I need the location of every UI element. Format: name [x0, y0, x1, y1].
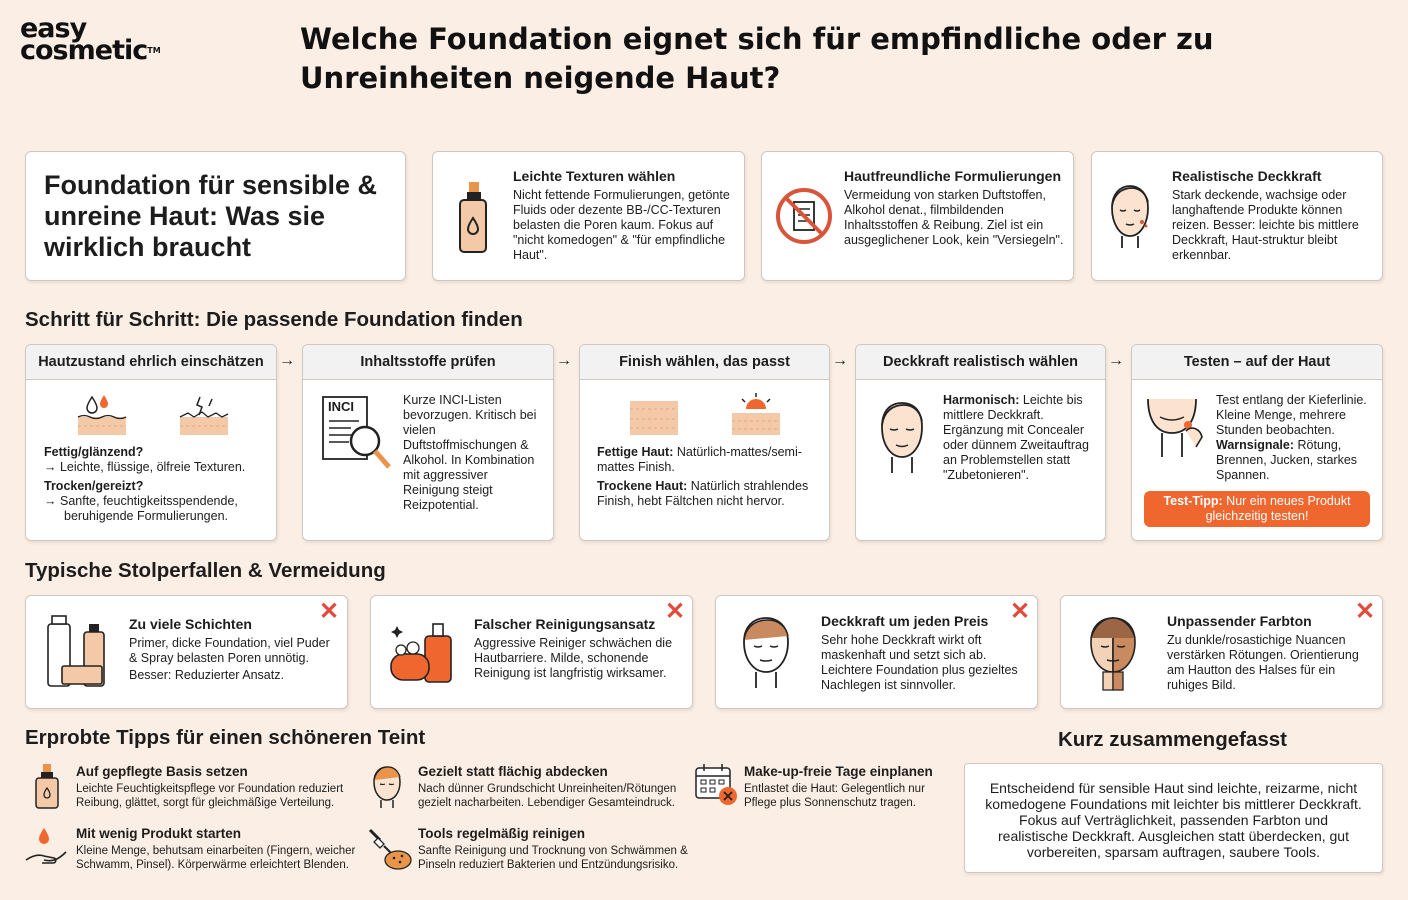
intro-card-formulations-text: Vermeidung von starken Duftstoffen, Alkohol denat., filmbildenden Inhaltsstoffen & Reibung. Ziel ist ein ausgeglichener Look, kein "Versiegeln".: [844, 188, 1064, 247]
intro-headline: Foundation für sensible & unreine Haut: Was sie wirklich braucht: [44, 170, 378, 262]
step-card-3: [579, 344, 830, 541]
step-arrow-1: →: [279, 352, 295, 369]
step-card-5: [1131, 344, 1383, 541]
hand-drop-icon: [24, 826, 70, 870]
steps-heading: Schritt für Schritt: Die passende Foundation finden: [25, 308, 523, 331]
page-title: Welche Foundation eignet sich für empfindliche oder zu Unreinheiten neigende Haut?: [300, 22, 1214, 95]
no-fragrance-icon: [774, 186, 834, 246]
step-arrow-3: →: [832, 352, 848, 369]
step-3-oily-text: Natürlich-mattes/semi-mattes Finish.: [597, 445, 802, 474]
pitfall-2-text: Aggressive Reiniger schwächen die Hautbarriere. Milde, schonende Reinigung ist langfristig wirksamer.: [474, 636, 673, 680]
step-3-dry-text: Natürlich strahlendes Finish, hebt Fältchen nicht hervor.: [597, 479, 809, 508]
step-card-1: [25, 344, 277, 541]
pitfall-card-4: [1060, 595, 1383, 709]
spot-conceal-face-icon: [370, 764, 404, 808]
pitfall-4-title: Unpassender Farbton: [1167, 613, 1312, 629]
oily-skin-icon: [76, 393, 128, 437]
pitfall-card-3: [715, 595, 1038, 709]
step-1-oily-text: Leichte, flüssige, ölfreie Texturen.: [59, 460, 246, 474]
step-5-warn-label: Warnsignale:: [1216, 438, 1295, 452]
calendar-icon: [694, 764, 738, 806]
brush-sponge-icon: [368, 826, 412, 870]
tip-2-text: Kleine Menge, behutsam einarbeiten (Fingern, weicher Schwamm, Pinsel). Körperwärme erleichtert Blenden.: [76, 845, 356, 871]
mask-face-icon: [738, 614, 796, 690]
glow-skin-icon: [730, 393, 782, 437]
tip-4-title: Tools regelmäßig reinigen: [418, 826, 586, 841]
step-2-text: Kurze INCI-Listen bevorzugen. Kritisch bei vielen Duftstoffmischungen & Alkohol. In Kombination mit aggressiver Reinigung steigt Reizpotential.: [403, 393, 537, 512]
moisturizer-icon: [34, 764, 60, 810]
step-1-dry-text: Sanfte, feuchtigkeitsspendende, beruhigende Formulierungen.: [59, 494, 238, 523]
layers-products-icon: [44, 614, 110, 690]
test-tip-banner: [1144, 491, 1370, 527]
logo-line-1: easy: [20, 13, 87, 44]
pitfall-1-extra: Besser: Reduzierter Ansatz.: [129, 668, 284, 682]
tip-5-title: Make-up-freie Tage einplanen: [744, 764, 933, 779]
intro-card-coverage: [1091, 151, 1383, 281]
pitfall-3-text: Sehr hohe Deckkraft wirkt oft maskenhaft und setzt sich ab. Leichtere Foundation plus gezieltes Nachlegen ist sinnvoller.: [821, 633, 1018, 692]
intro-card-coverage-title: Realistische Deckkraft: [1172, 168, 1322, 184]
step-5-text: Test entlang der Kieferlinie. Kleine Menge, mehrere Stunden beobachten.: [1216, 393, 1367, 437]
tip-4-text: Sanfte Reinigung und Trocknung von Schwämmen & Pinseln reduziert Bakterien und Entzündungsrisiko.: [418, 845, 688, 871]
tip-1-text: Leichte Feuchtigkeitspflege vor Foundation reduziert Reibung, glättet, sorgt für gleichmäßige Verteilung.: [76, 783, 344, 809]
tip-3-title: Gezielt statt flächig abdecken: [418, 764, 608, 779]
close-x-icon: ✕: [1010, 598, 1031, 625]
face-coverage-icon: [874, 397, 930, 477]
inci-label: INCI: [328, 399, 354, 414]
step-1-title: Hautzustand ehrlich einschätzen: [26, 345, 276, 380]
step-card-2: [302, 344, 554, 541]
step-1-arrow-2: →: [44, 494, 57, 508]
close-x-icon: ✕: [319, 598, 340, 625]
step-2-title: Inhaltsstoffe prüfen: [303, 345, 553, 380]
step-4-text: Leichte bis mittlere Deckkraft. Ergänzung mit Concealer oder dünnem Zweitauftrag an Problemstellen statt "Zubetonieren".: [943, 393, 1089, 482]
intro-headline-card: [25, 151, 406, 281]
close-x-icon: ✕: [1355, 598, 1376, 625]
pitfall-3-title: Deckkraft um jeden Preis: [821, 613, 989, 629]
two-tone-face-icon: [1085, 614, 1143, 692]
test-tip-text: Nur ein neues Produkt gleichzeitig testen!: [1205, 494, 1351, 523]
foundation-bottle-icon: [455, 182, 491, 256]
inci-magnifier-icon: [321, 395, 393, 471]
matte-skin-icon: [628, 393, 680, 437]
pitfall-2-title: Falscher Reinigungsansatz: [474, 616, 656, 632]
intro-card-textures: [432, 151, 745, 281]
summary-card: [964, 763, 1383, 873]
tip-1-title: Auf gepflegte Basis setzen: [76, 764, 248, 779]
dry-skin-icon: [178, 393, 230, 437]
step-card-4: [855, 344, 1106, 541]
pitfall-1-title: Zu viele Schichten: [129, 616, 252, 632]
step-1-oily-label: Fettig/glänzend?: [44, 445, 144, 459]
step-5-title: Testen – auf der Haut: [1132, 345, 1382, 380]
summary-text: Entscheidend für sensible Haut sind leichte, reizarme, nicht komedogene Foundations mit leichter bis mittlerer Deckkraft. Fokus auf Verträglichkeit, passenden Farbton und realistische Deckkraft. Ausgleichen statt überdecken, gut vorbereiten, sparsam auftragen, saubere Tools.: [985, 780, 1362, 860]
summary-heading: Kurz zusammengefasst: [1058, 728, 1287, 751]
pitfall-card-2: [370, 595, 693, 709]
pitfall-1-text: Primer, dicke Foundation, viel Puder & Spray belasten Poren unnötig.: [129, 636, 330, 665]
tip-5-text: Entlastet die Haut: Gelegentlich nur Pflege plus Sonnenschutz tragen.: [744, 783, 925, 809]
jaw-test-icon: [1142, 395, 1208, 461]
logo: [20, 13, 161, 66]
pitfall-card-1: [25, 595, 348, 709]
step-4-title: Deckkraft realistisch wählen: [856, 345, 1105, 380]
logo-tm: TM: [147, 46, 161, 55]
step-4-label: Harmonisch:: [943, 393, 1020, 407]
step-arrow-4: →: [1108, 352, 1124, 369]
face-icon: [1104, 180, 1156, 250]
step-1-dry-label: Trocken/gereizt?: [44, 479, 144, 493]
step-3-title: Finish wählen, das passt: [580, 345, 829, 380]
pitfalls-heading: Typische Stolperfallen & Vermeidung: [25, 559, 386, 582]
cleanser-icon: [387, 618, 457, 688]
step-5-warn-text: Rötung, Brennen, Jucken, starkes Spannen.: [1216, 438, 1358, 482]
step-arrow-2: →: [556, 352, 572, 369]
tips-heading: Erprobte Tipps für einen schöneren Teint: [25, 726, 426, 749]
pitfall-4-text: Zu dunkle/rosastichige Nuancen verstärken Rötungen. Orientierung am Hautton des Halses für ein ruhiges Bild.: [1167, 633, 1359, 692]
tip-2-title: Mit wenig Produkt starten: [76, 826, 242, 841]
tip-3-text: Nach dünner Grundschicht Unreinheiten/Rötungen gezielt nacharbeiten. Lebendiger Gesamteindruck.: [418, 783, 677, 809]
intro-card-textures-text: Nicht fettende Formulierungen, getönte Fluids oder dezente BB-/CC-Texturen belasten die Poren kaum. Fokus auf "nicht komedogen" & "für empfindliche Haut".: [513, 188, 730, 262]
step-1-arrow-1: →: [44, 460, 57, 474]
intro-card-formulations-title: Hautfreundliche Formulierungen: [844, 168, 1062, 184]
intro-card-textures-title: Leichte Texturen wählen: [513, 168, 676, 184]
logo-line-2: cosmetic: [20, 35, 148, 66]
close-x-icon: ✕: [665, 598, 686, 625]
step-3-oily-label: Fettige Haut:: [597, 445, 674, 459]
intro-card-coverage-text: Stark deckende, wachsige oder langhaftende Produkte können reizen. Besser: leichte bis mittlere Deckkraft, Haut-struktur bleibt erkennbar.: [1172, 188, 1359, 262]
intro-card-formulations: [761, 151, 1074, 281]
test-tip-label: Test-Tipp:: [1163, 494, 1223, 508]
step-3-dry-label: Trockene Haut:: [597, 479, 688, 493]
